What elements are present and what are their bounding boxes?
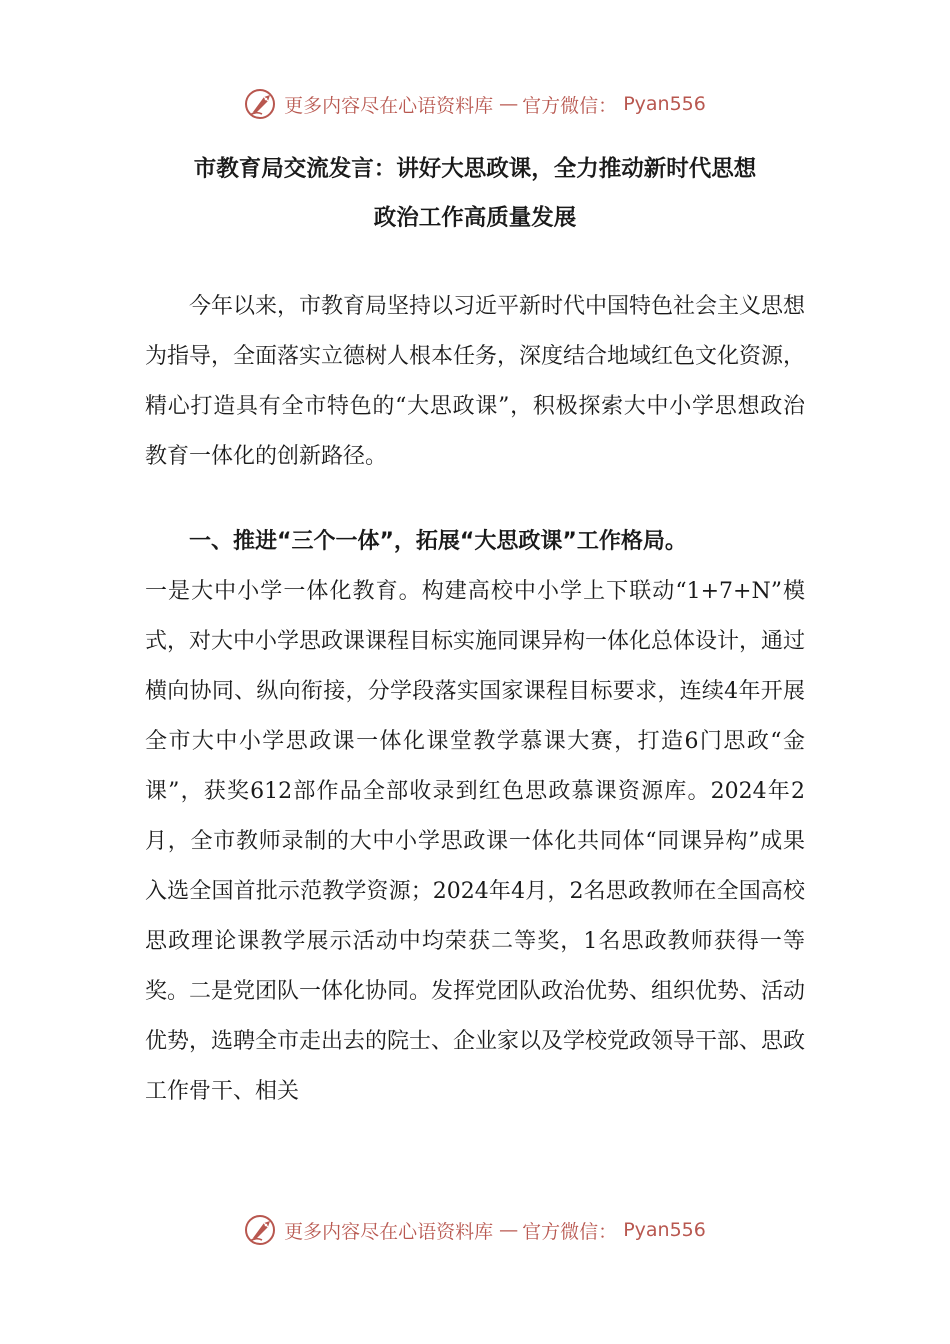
watermark-separator: — [499,93,517,115]
watermark-banner-top [0,82,950,126]
pen-nib-logo-icon [244,1213,278,1247]
intro-paragraph: 今年以来，市教育局坚持以习近平新时代中国特色社会主义思想为指导，全面落实立德树人根本任务，深度结合地域红色文化资源，精心打造具有全市特色的“大思政课”，积极探索大中小学思想政治教育一体化的创新路径。 [145,294,806,469]
watermark-content [244,87,706,121]
watermark-content [244,1213,706,1247]
watermark-banner-bottom [0,1208,950,1252]
section-1-body: 一是大中小学一体化教育。构建高校中小学上下联动“1+7+N”模式，对大中小学思政课课程目标实施同课异构一体化总体设计，通过横向协同、纵向衔接，分学段落实国家课程目标要求，连续4年开展全市大中小学思政课一体化课堂教学慕课大赛，打造6门思政“金课”，获奖612部作品全部收录到红色思政慕课资源库。2024年2月，全市教师录制的大中小学思政课一体化共同体“同课异构”成果入选全国首批示范教学资源；2024年4月，2名思政教师在全国高校思政理论课教学展示活动中均荣获二等奖，1名思政教师获得一等奖。二是党团队一体化协同。发挥党团队政治优势、组织优势、活动优势，选聘全市走出去的院士、企业家以及学校党政领导干部、思政工作骨干、相关 [145,579,806,1104]
watermark-text: 更多内容尽在心语资料库 [284,1220,494,1243]
section-1-heading: 一、推进“三个一体”，拓展“大思政课”工作格局。 [189,529,687,554]
watermark-label: 官方微信： [522,94,618,117]
pen-nib-logo-icon [244,87,278,121]
watermark-wechat-id: Pyan556 [623,93,706,115]
watermark-wechat-id: Pyan556 [623,1219,706,1241]
watermark-text: 更多内容尽在心语资料库 [284,94,494,117]
document-title-line-2: 政治工作高质量发展 [373,205,577,231]
watermark-separator: — [499,1219,517,1241]
document-title-line-1: 市教育局交流发言：讲好大思政课，全力推动新时代思想 [193,156,757,182]
watermark-label: 官方微信： [522,1220,618,1243]
